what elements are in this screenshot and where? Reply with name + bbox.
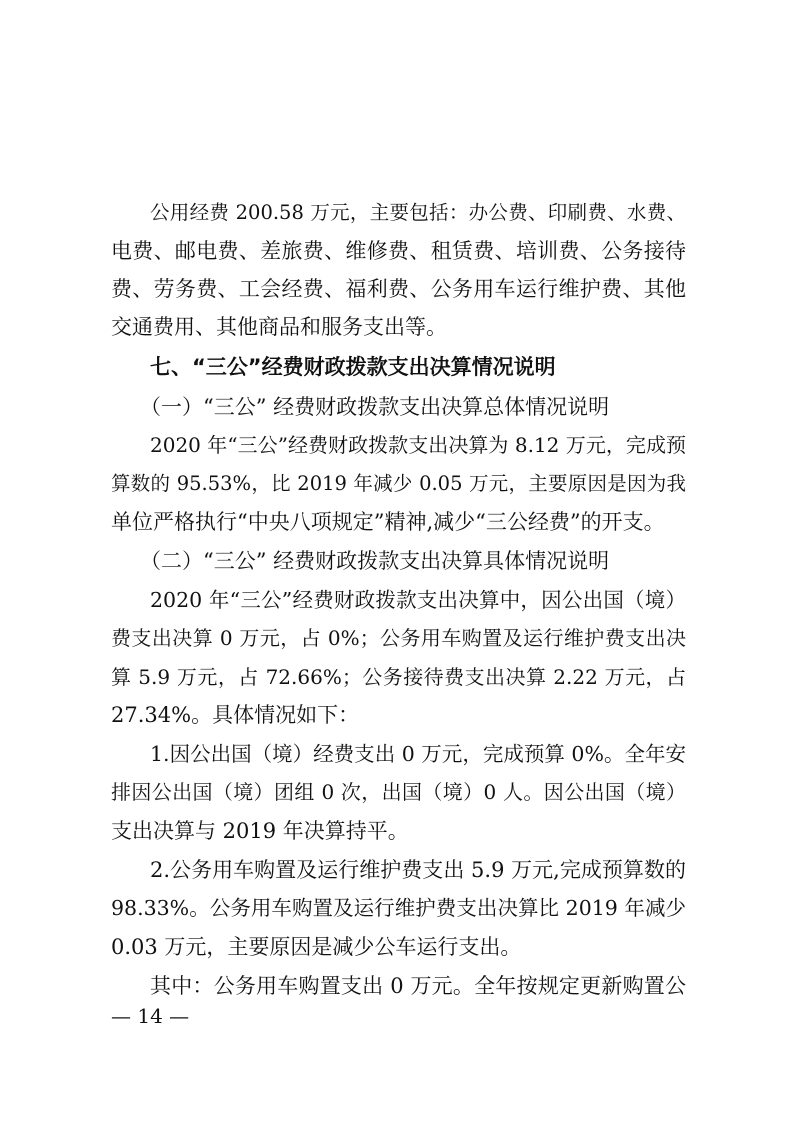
paragraph-line: 交通费用、其他商品和服务支出等。: [111, 315, 447, 339]
paragraph-line: 电费、邮电费、差旅费、维修费、租赁费、培训费、公务接待: [111, 239, 686, 263]
paragraph-line: 算数的 95.53%，比 2019 年减少 0.05 万元，主要原因是因为我: [111, 472, 686, 495]
paragraph-line: 0.03 万元，主要原因是减少公车运行支出。: [111, 935, 522, 959]
paragraph-line: 排因公出国（境）团组 0 次，出国（境）0 人。因公出国（境）: [111, 780, 686, 804]
paragraph-line: 单位严格执行“中央八项规定”精神,减少“三公经费”的开支。: [111, 510, 665, 534]
paragraph-line: 公用经费 200.58 万元，主要包括：办公费、印刷费、水费、: [150, 201, 686, 224]
paragraph-line: 算 5.9 万元，占 72.66%；公务接待费支出决算 2.22 万元，占: [111, 665, 686, 689]
paragraph-line: 1.因公出国（境）经费支出 0 万元，完成预算 0%。全年安: [150, 742, 686, 766]
paragraph-line: 27.34%。具体情况如下：: [111, 703, 360, 727]
paragraph-line: 2.公务用车购置及运行维护费支出 5.9 万元,完成预算数的: [150, 858, 686, 882]
paragraph-line: 2020 年“三公”经费财政拨款支出决算中，因公出国（境）: [150, 588, 686, 612]
page-number: — 14 —: [111, 1004, 190, 1028]
paragraph-line: 支出决算与 2019 年决算持平。: [111, 819, 409, 843]
paragraph-line: 费、劳务费、工会经费、福利费、公务用车运行维护费、其他: [111, 277, 686, 301]
paragraph-line: 98.33%。公务用车购置及运行维护费支出决算比 2019 年减少: [111, 896, 686, 920]
subsection-heading: （二）“三公” 经费财政拨款支出决算具体情况说明: [140, 549, 610, 573]
subsection-heading: （一）“三公” 经费财政拨款支出决算总体情况说明: [140, 395, 610, 419]
paragraph-line: 费支出决算 0 万元，占 0%；公务用车购置及运行维护费支出决: [111, 626, 686, 650]
paragraph-line: 其中：公务用车购置支出 0 万元。全年按规定更新购置公: [150, 974, 686, 998]
paragraph-line: 2020 年“三公”经费财政拨款支出决算为 8.12 万元，完成预: [150, 433, 686, 457]
section-heading: 七、“三公”经费财政拨款支出决算情况说明: [150, 355, 556, 379]
